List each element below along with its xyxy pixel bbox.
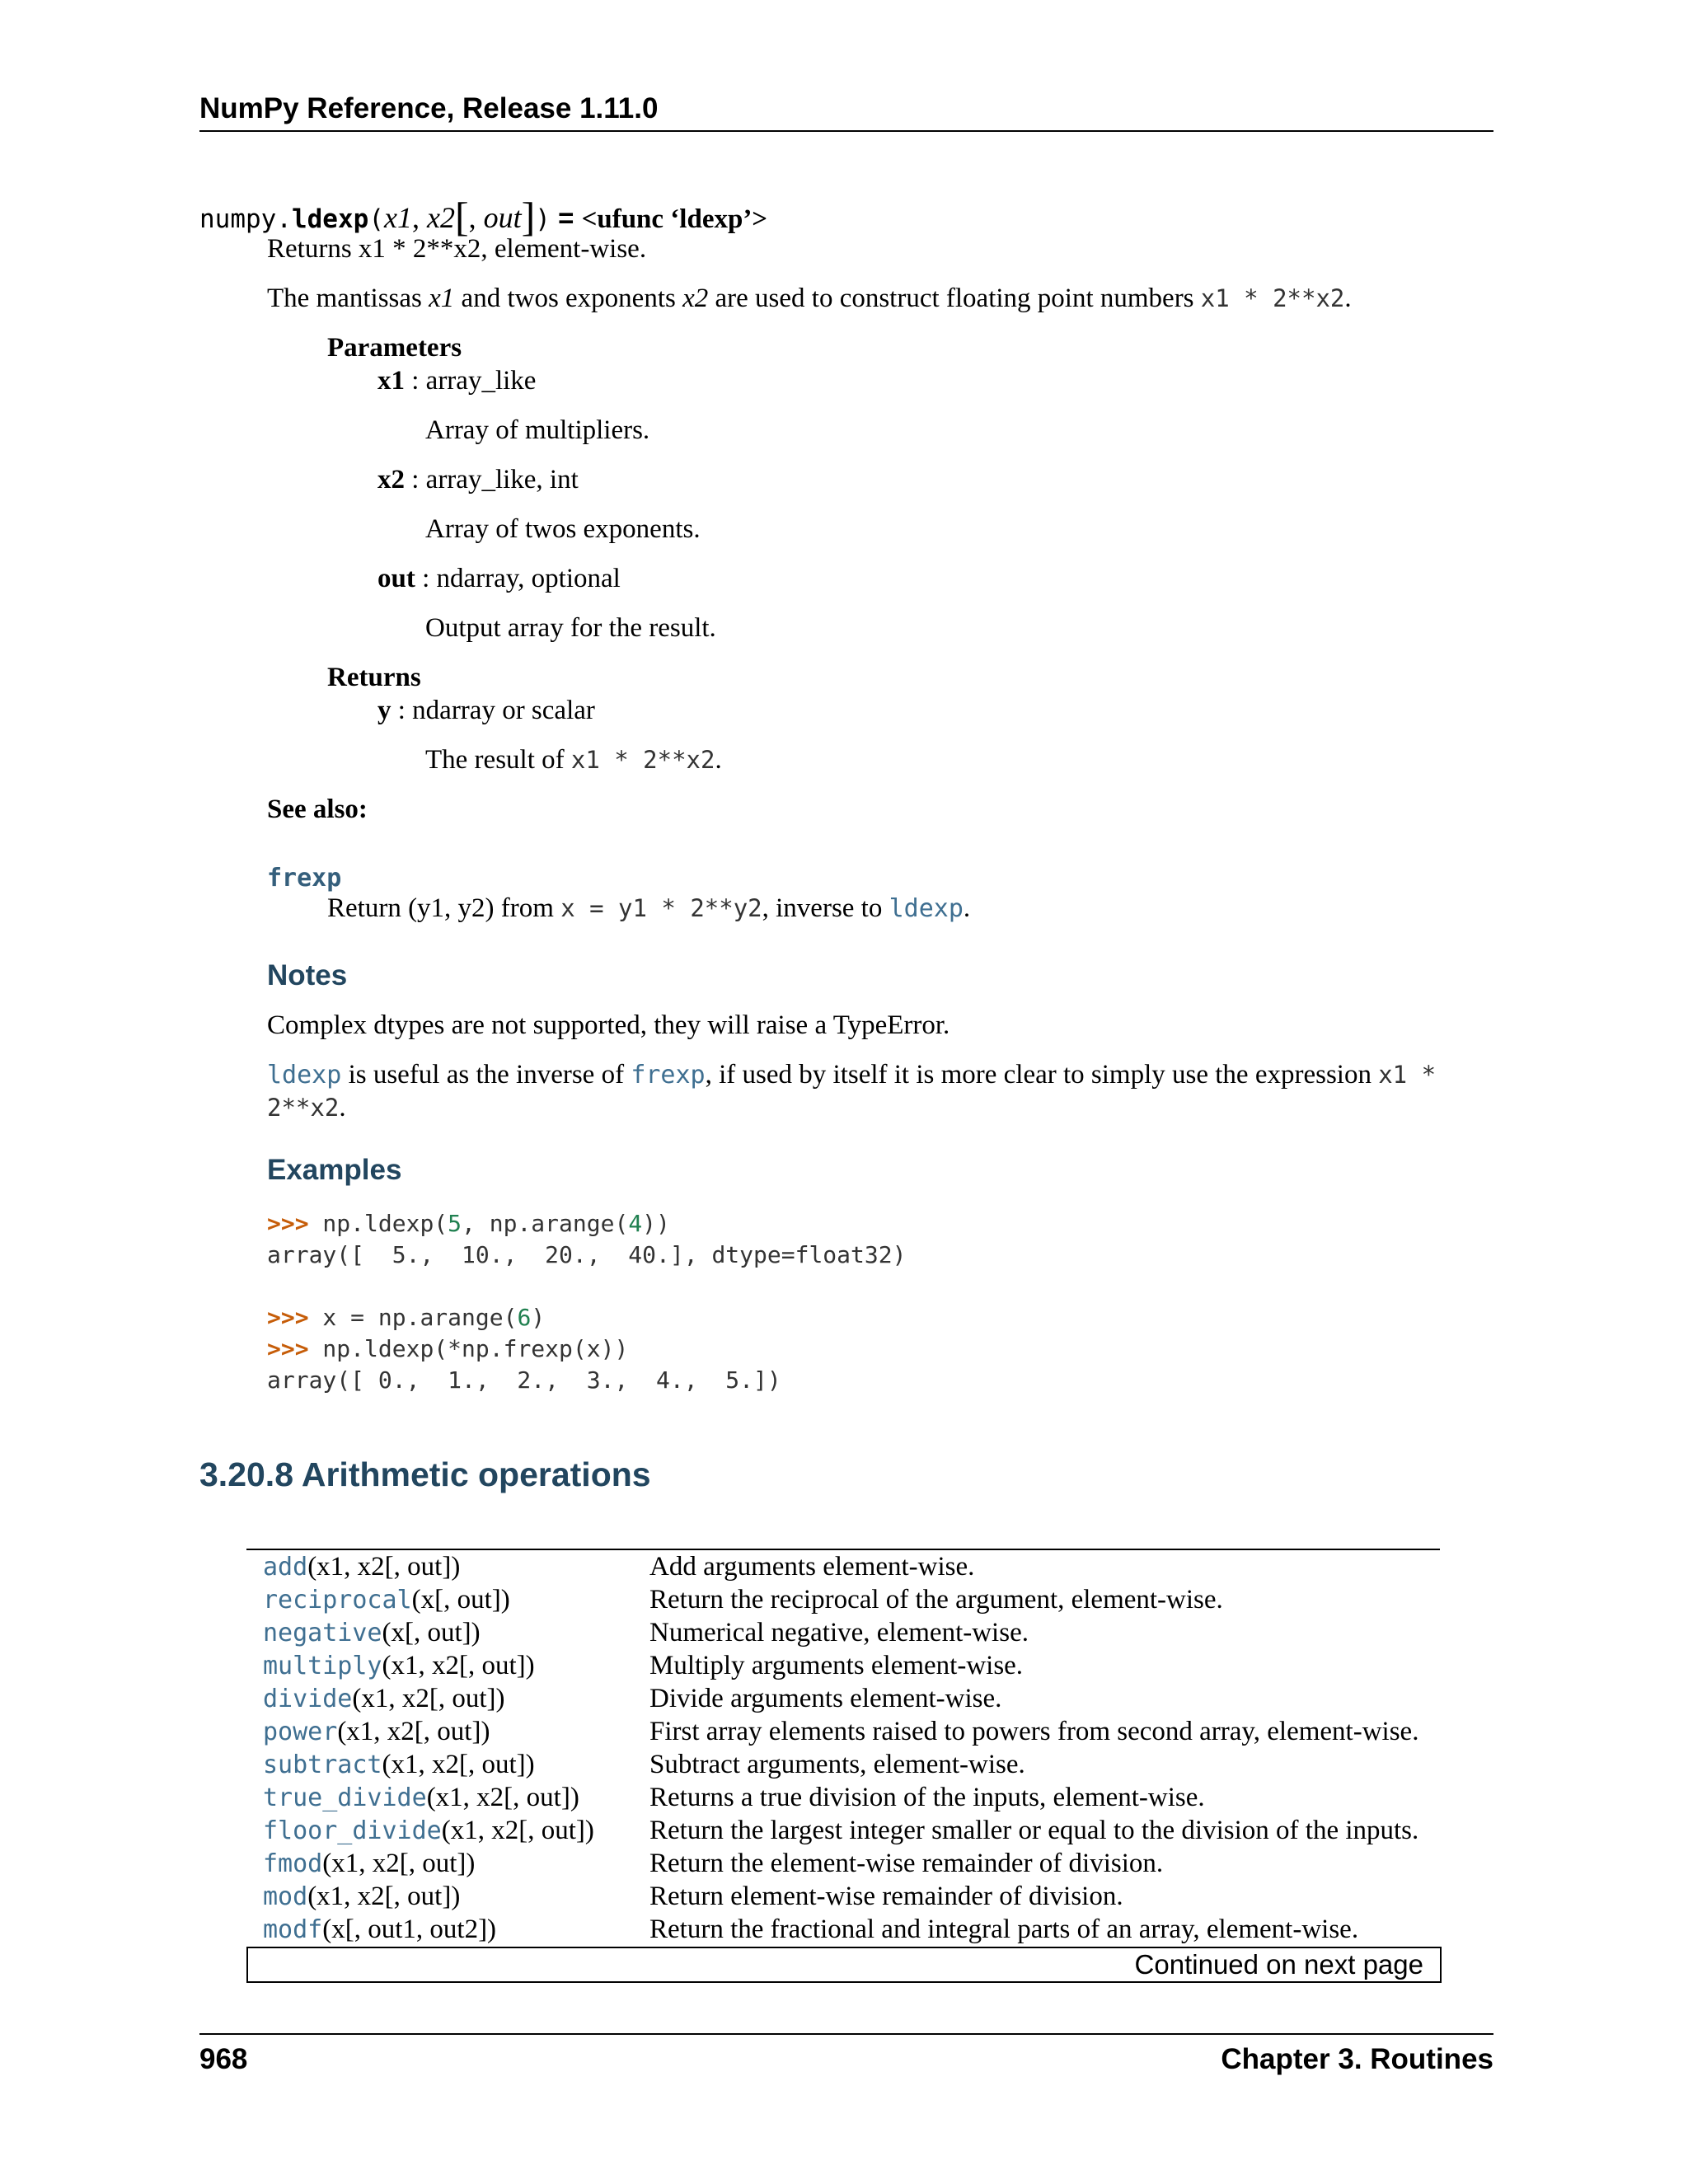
example-code: x = np.arange( bbox=[308, 1304, 518, 1331]
function-link[interactable]: negative bbox=[263, 1619, 382, 1647]
footer-rule bbox=[199, 2033, 1493, 2035]
example-code: ) bbox=[531, 1304, 546, 1331]
see-also-desc-part: Return (y1, y2) from bbox=[327, 893, 561, 923]
param-type: array_like, int bbox=[425, 465, 579, 494]
return-desc-part: . bbox=[715, 745, 722, 775]
function-link[interactable]: add bbox=[263, 1553, 308, 1582]
notes-text: is useful as the inverse of bbox=[341, 1060, 631, 1090]
notes-text: . bbox=[339, 1093, 346, 1122]
parameters-heading: Parameters bbox=[327, 333, 462, 363]
description-text bbox=[267, 284, 1352, 314]
notes-heading: Notes bbox=[267, 959, 348, 991]
summary-text: Returns x1 * 2**x2, element-wise. bbox=[267, 234, 647, 264]
function-signature-text: (x1, x2[, out]) bbox=[441, 1816, 594, 1845]
notes-paragraph-1: Complex dtypes are not supported, they will raise a TypeError. bbox=[267, 1010, 950, 1040]
param-out-description: Output array for the result. bbox=[425, 613, 716, 643]
example-code: )) bbox=[642, 1210, 670, 1237]
example-number: 6 bbox=[517, 1304, 532, 1331]
signature-arg-out: out bbox=[483, 201, 522, 234]
table-cell-description: Return the element-wise remainder of division. bbox=[649, 1849, 1164, 1878]
notes-paragraph-2-continued bbox=[267, 1093, 346, 1123]
function-link[interactable]: modf bbox=[263, 1915, 323, 1944]
see-also-frexp-link[interactable]: frexp bbox=[267, 864, 342, 893]
table-row bbox=[246, 1682, 1440, 1715]
signature-arg-x2: x2 bbox=[426, 201, 455, 234]
table-cell-description: Return the fractional and integral parts of an array, element-wise. bbox=[649, 1915, 1359, 1944]
function-signature-text: (x[, out]) bbox=[411, 1585, 510, 1615]
example-prompt: >>> bbox=[267, 1335, 309, 1362]
section-title: 3.20.8 Arithmetic operations bbox=[199, 1455, 651, 1493]
function-link[interactable]: fmod bbox=[263, 1849, 323, 1878]
param-out bbox=[377, 564, 621, 594]
table-cell-function bbox=[263, 1585, 510, 1615]
function-signature-text: (x1, x2[, out]) bbox=[337, 1717, 490, 1746]
function-signature-text: (x1, x2[, out]) bbox=[307, 1882, 461, 1911]
notes-code: x1 * bbox=[1378, 1061, 1437, 1089]
operations-table bbox=[246, 1549, 1440, 1946]
example-number: 4 bbox=[628, 1210, 643, 1237]
table-row bbox=[246, 1913, 1440, 1946]
running-header: NumPy Reference, Release 1.11.0 bbox=[199, 92, 659, 124]
table-cell-function bbox=[263, 1552, 460, 1582]
see-also-description bbox=[327, 893, 970, 924]
param-separator: : bbox=[405, 465, 426, 494]
function-signature-text: (x1, x2[, out]) bbox=[322, 1849, 476, 1878]
table-cell-description: Return the largest integer smaller or equal to the division of the inputs. bbox=[649, 1816, 1419, 1845]
signature-arg-x1: x1 bbox=[383, 201, 412, 234]
description-var-x1: x1 bbox=[429, 284, 455, 313]
header-rule bbox=[199, 130, 1493, 132]
signature-comma: , bbox=[411, 201, 427, 234]
signature-equals: = bbox=[550, 203, 582, 233]
example-line-4 bbox=[267, 1335, 628, 1362]
function-link[interactable]: reciprocal bbox=[263, 1586, 412, 1615]
table-cell-description: Add arguments element-wise. bbox=[649, 1552, 975, 1582]
example-code: np.ldexp(*np.frexp(x)) bbox=[308, 1335, 629, 1362]
table-cell-function bbox=[263, 1849, 475, 1879]
signature-bracket-open: [ bbox=[454, 194, 469, 240]
return-separator: : bbox=[391, 696, 413, 725]
see-also-heading: See also: bbox=[267, 794, 368, 824]
returns-heading: Returns bbox=[327, 663, 421, 692]
function-link[interactable]: floor_divide bbox=[263, 1816, 442, 1845]
example-line-3 bbox=[267, 1304, 545, 1331]
param-x1-description: Array of multipliers. bbox=[425, 415, 650, 445]
example-line-2: array([ 5., 10., 20., 40.], dtype=float32) bbox=[267, 1241, 907, 1268]
description-part: and twos exponents bbox=[454, 284, 683, 313]
table-cell-function bbox=[263, 1915, 496, 1945]
function-signature-text: (x1, x2[, out]) bbox=[307, 1552, 461, 1582]
table-row bbox=[246, 1583, 1440, 1616]
table-continued-box bbox=[246, 1947, 1442, 1983]
example-prompt: >>> bbox=[267, 1210, 309, 1237]
return-desc-part: The result of bbox=[425, 745, 571, 775]
table-cell-function bbox=[263, 1717, 490, 1747]
table-cell-function bbox=[263, 1816, 594, 1846]
table-row bbox=[246, 1814, 1440, 1847]
see-also-ldexp-link[interactable]: ldexp bbox=[889, 894, 964, 923]
see-also-desc-part: . bbox=[963, 893, 971, 923]
table-cell-function bbox=[263, 1684, 505, 1714]
table-cell-description: Numerical negative, element-wise. bbox=[649, 1618, 1029, 1647]
function-link[interactable]: power bbox=[263, 1718, 338, 1746]
param-name: x1 bbox=[377, 366, 405, 396]
example-code: , np.arange( bbox=[462, 1210, 629, 1237]
function-signature-text: (x1, x2[, out]) bbox=[426, 1783, 579, 1812]
example-code: np.ldexp( bbox=[308, 1210, 448, 1237]
table-cell-description: Subtract arguments, element-wise. bbox=[649, 1750, 1025, 1779]
description-var-x2: x2 bbox=[682, 284, 709, 313]
param-separator: : bbox=[405, 366, 426, 396]
table-cell-description: Returns a true division of the inputs, element-wise. bbox=[649, 1783, 1205, 1812]
signature-open-paren: ( bbox=[368, 204, 384, 234]
function-link[interactable]: true_divide bbox=[263, 1783, 427, 1812]
see-also-desc-part: , inverse to bbox=[762, 893, 889, 923]
table-row bbox=[246, 1649, 1440, 1682]
function-signature-text: (x1, x2[, out]) bbox=[382, 1651, 535, 1680]
table-row bbox=[246, 1781, 1440, 1814]
table-cell-description: Return element-wise remainder of division. bbox=[649, 1882, 1123, 1911]
signature-ufunc: <ufunc ‘ldexp’> bbox=[581, 204, 768, 234]
param-type: array_like bbox=[425, 366, 537, 396]
page-number: 968 bbox=[199, 2043, 248, 2075]
signature-bracket-close: ] bbox=[521, 194, 536, 240]
table-cell-function bbox=[263, 1783, 579, 1813]
signature-close-paren: ) bbox=[535, 204, 551, 234]
param-type: ndarray, optional bbox=[436, 564, 621, 593]
description-part: . bbox=[1344, 284, 1352, 313]
table-cell-description: Divide arguments element-wise. bbox=[649, 1684, 1002, 1713]
function-link[interactable]: multiply bbox=[263, 1652, 382, 1680]
function-signature-text: (x[, out]) bbox=[382, 1618, 481, 1647]
examples-heading: Examples bbox=[267, 1154, 402, 1186]
return-type: ndarray or scalar bbox=[412, 696, 595, 725]
function-link[interactable]: subtract bbox=[263, 1750, 382, 1779]
example-line-1 bbox=[267, 1210, 670, 1237]
return-name: y bbox=[377, 696, 392, 725]
description-part: are used to construct floating point numbers bbox=[708, 284, 1201, 313]
param-x1 bbox=[377, 366, 536, 396]
table-row bbox=[246, 1880, 1440, 1913]
table-cell-description: First array elements raised to powers from second array, element-wise. bbox=[649, 1717, 1419, 1746]
table-continued-text: Continued on next page bbox=[1134, 1949, 1423, 1980]
signature-name: ldexp bbox=[291, 204, 369, 234]
example-line-5: array([ 0., 1., 2., 3., 4., 5.]) bbox=[267, 1366, 781, 1394]
return-description bbox=[425, 745, 722, 776]
function-signature bbox=[199, 194, 768, 240]
table-row bbox=[246, 1847, 1440, 1880]
param-separator: : bbox=[415, 564, 437, 593]
example-number: 5 bbox=[448, 1210, 462, 1237]
signature-comma: , bbox=[468, 201, 484, 234]
table-row bbox=[246, 1715, 1440, 1748]
description-code: x1 * 2**x2 bbox=[1200, 284, 1345, 312]
table-cell-description: Return the reciprocal of the argument, element-wise. bbox=[649, 1585, 1223, 1615]
function-signature-text: (x[, out1, out2]) bbox=[322, 1915, 497, 1944]
param-x2 bbox=[377, 465, 579, 495]
param-name: out bbox=[377, 564, 415, 593]
return-desc-code: x1 * 2**x2 bbox=[570, 746, 715, 774]
notes-code: 2**x2 bbox=[267, 1094, 340, 1122]
table-row bbox=[246, 1748, 1440, 1781]
signature-module: numpy. bbox=[199, 204, 292, 234]
chapter-label: Chapter 3. Routines bbox=[1221, 2043, 1493, 2075]
function-signature-text: (x1, x2[, out]) bbox=[352, 1684, 505, 1713]
notes-text: , if used by itself it is more clear to simply use the expression bbox=[705, 1060, 1379, 1090]
param-name: x2 bbox=[377, 465, 405, 494]
function-link[interactable]: mod bbox=[263, 1882, 308, 1911]
see-also-desc-code: x = y1 * 2**y2 bbox=[560, 894, 762, 922]
function-signature-text: (x1, x2[, out]) bbox=[382, 1750, 535, 1779]
table-cell-function bbox=[263, 1750, 535, 1780]
description-part: The mantissas bbox=[267, 284, 429, 313]
table-row bbox=[246, 1616, 1440, 1649]
return-y bbox=[377, 696, 595, 726]
table-cell-function bbox=[263, 1618, 481, 1648]
notes-paragraph-2 bbox=[267, 1060, 1436, 1090]
param-x2-description: Array of twos exponents. bbox=[425, 514, 701, 544]
table-row bbox=[246, 1550, 1440, 1583]
notes-ldexp-link[interactable]: ldexp bbox=[267, 1061, 342, 1090]
example-prompt: >>> bbox=[267, 1304, 309, 1331]
function-link[interactable]: divide bbox=[263, 1685, 353, 1713]
notes-frexp-link[interactable]: frexp bbox=[631, 1061, 706, 1090]
table-cell-function bbox=[263, 1651, 535, 1681]
table-cell-description: Multiply arguments element-wise. bbox=[649, 1651, 1024, 1680]
table-cell-function bbox=[263, 1882, 460, 1912]
